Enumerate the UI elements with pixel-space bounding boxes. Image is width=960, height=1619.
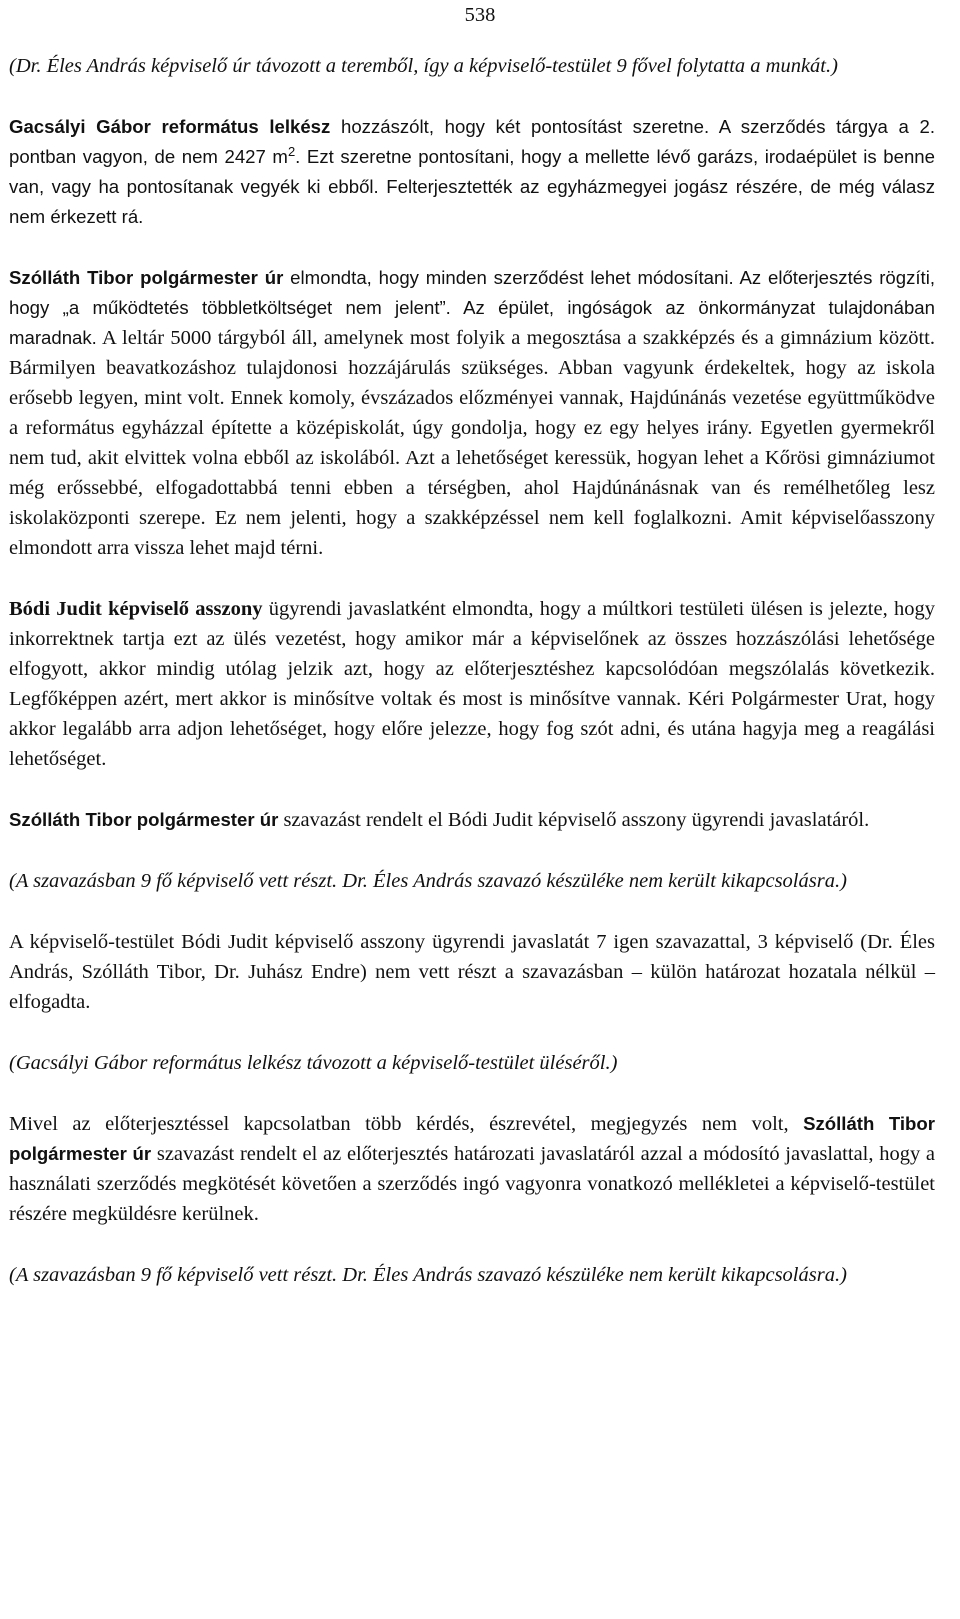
paragraph-text: hozzászólt, hogy két pontosítást szeretne. A szerződés tárgya a 2. pontban vagyon, de nem 2427 m <box>9 116 936 167</box>
paragraph-final-vote <box>9 1109 935 1229</box>
note-departure-gacsalyi: (Gacsályi Gábor református lelkész távozott a képviselő-testület üléséről.) <box>9 1052 618 1074</box>
paragraph-text: Mivel az előterjesztéssel kapcsolatban több kérdés, észrevétel, megjegyzés nem volt, <box>9 1113 804 1135</box>
note-vote-participation: (A szavazásban 9 fő képviselő vett részt. Dr. Éles András szavazó készüléke nem került kikapcsolásra.) <box>9 870 847 892</box>
paragraph-resolution: A képviselő-testület Bódi Judit képviselő asszony ügyrendi javaslatát 7 igen szavazattal, 3 képviselő (Dr. Éles András, Szólláth Tibor, Dr. Juhász Endre) nem vett részt a szavazásban – külön határozat hozatala nélkül – elfogadta. <box>9 931 935 1013</box>
document-body <box>9 51 935 1290</box>
superscript: 2 <box>287 144 296 159</box>
paragraph-text: szavazást rendelt el az előterjesztés határozati javaslatáról azzal a módosító javaslattal, hogy a használati szerződés megkötését követően a szerződés ingó vagyonra vonatkozó mellékletei a képviselő-testület részére megküldésre kerülnek. <box>9 1143 935 1225</box>
paragraph-vote-order <box>9 805 935 835</box>
note-departure-eles: (Dr. Éles András képviselő úr távozott a teremből, így a képviselő-testület 9 fővel folytatta a munkát.) <box>9 55 838 77</box>
paragraph-szollath-reply <box>9 263 935 563</box>
paragraph-gacsalyi <box>9 112 935 232</box>
note-vote-participation-2: (A szavazásban 9 fő képviselő vett részt. Dr. Éles András szavazó készüléke nem került kikapcsolásra.) <box>9 1264 847 1286</box>
paragraph-text: . Ezt szeretne pontosítani, hogy a mellette lévő garázs, irodaépület is benne van, vagy ha pontosítanak vegyék ki ebből. Felterjesztették az egyházmegyei jogász részére, de még válasz nem érkezett rá. <box>9 146 935 227</box>
speaker-name: Gacsályi Gábor református lelkész <box>9 116 331 137</box>
paragraph-text: A leltár 5000 tárgyból áll, amelynek most folyik a megosztása a szakképzés és a gimnázium között. Bármilyen beavatkozáshoz tulajdonosi hozzájárulás szükséges. Abban vagyunk érdekeltek, hogy az iskola erősebb legyen, mint volt. Ennek komoly, évszázados előzményei vannak, Hajdúnánás vezetése együttműködve a református egyházzal építette a középiskolát, úgy gondolja, hogy ez egy helyes irány. Egyetlen gyermekről nem tud, akit elvittek volna ebből az iskolából. Azt a lehetőséget keressük, hogyan lehet a Kőrösi gimnáziumot még erőssebbé, elfogadottabbá tenni ebben a térségben, ahol Hajdúnánásnak van és remélhetőleg lesz iskolaközponti szerepe. Ez nem jelenti, hogy a szakképzéssel nem kell foglalkozni. Amit képviselőasszony elmondott arra vissza lehet majd térni. <box>9 327 935 559</box>
paragraph-text: szavazást rendelt el Bódi Judit képviselő asszony ügyrendi javaslatáról. <box>278 809 870 831</box>
page-number: 538 <box>464 4 496 26</box>
speaker-name: Szólláth Tibor polgármester úr <box>9 267 284 288</box>
speaker-name: Szólláth Tibor polgármester úr <box>9 1113 935 1164</box>
speaker-name: Szólláth Tibor polgármester úr <box>9 809 279 830</box>
speaker-name: Bódi Judit képviselő asszony <box>9 598 263 620</box>
paragraph-text: elmondta, hogy minden szerződést lehet módosítani. Az előterjesztés rögzíti, hogy „a működtetés többletköltséget nem jelent”. Az épület, ingóságok az önkormányzat tulajdonában maradnak. <box>9 267 936 348</box>
paragraph-bodi-motion <box>9 594 935 774</box>
paragraph-text: ügyrendi javaslatként elmondta, hogy a múltkori testületi ülésen is jelezte, hogy inkorrektnek tartja ezt az ülés vezetést, hogy amikor már a képviselőnek az összes hozzászólási lehetősége elfogyott, akkor mindig utólag jelzik azt, hogy az előterjesztéshez kapcsolódóan megszólalás következik. Legfőképpen azért, mert akkor is minősítve voltak és most is minősítve vannak. Kéri Polgármester Urat, hogy akkor legalább arra adjon lehetőséget, hogy előre jelezze, hogy fog szót adni, és utána hagyja meg a reagálási lehetőséget. <box>9 598 935 770</box>
